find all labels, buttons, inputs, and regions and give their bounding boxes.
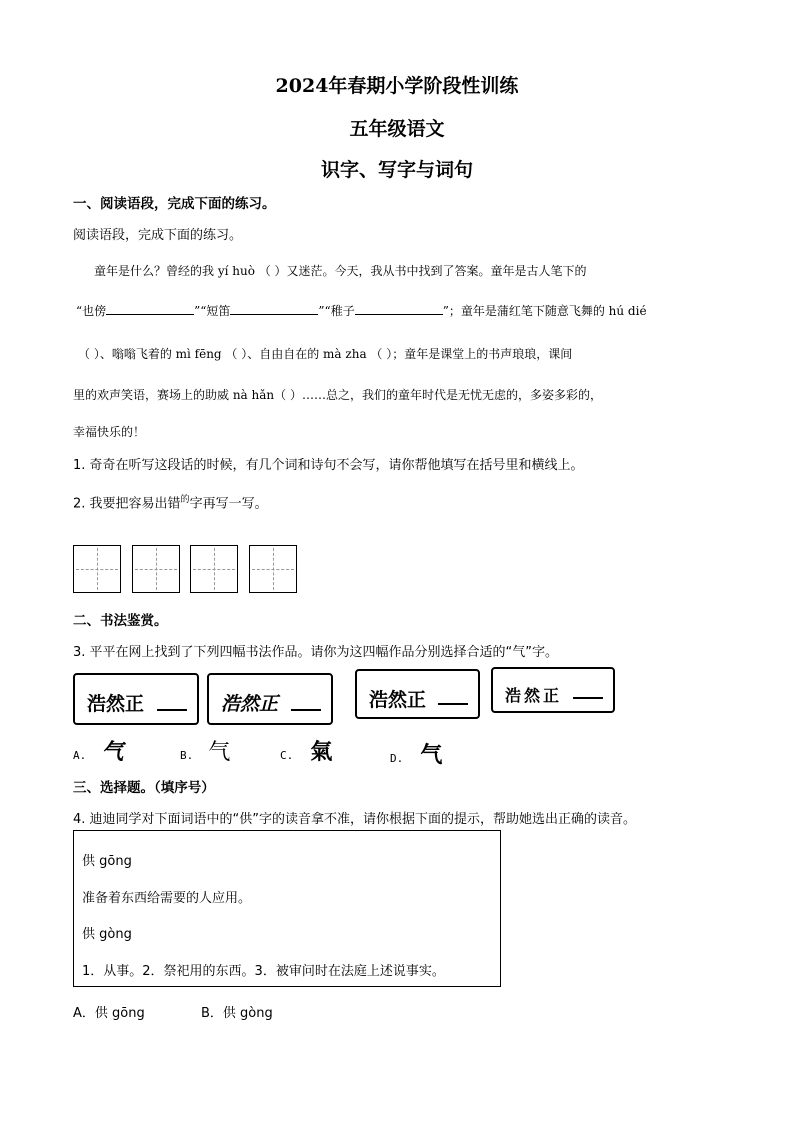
section-title: 识字、写字与词句 — [320, 159, 473, 181]
reading-gong4: 供 gòng — [82, 927, 132, 942]
q2-tail: 字再写一写。 — [189, 496, 268, 512]
question-3: 3. 平平在网上找到了下列四幅书法作品。请你为这四幅作品分别选择合适的“气”字。 — [73, 645, 559, 660]
passage-line-5: 幸福快乐的！ — [73, 425, 146, 439]
writing-grid-box[interactable] — [190, 545, 238, 593]
question-1: 1. 奇奇在听写这段话的时候，有几个词和诗句不会写，请你帮他填写在括号里和横线上。 — [73, 458, 584, 473]
passage-line-1: 童年是什么？曾经的我 yí huò （ ）又迷茫。今天，我从书中找到了答案。童年是古人笔下的 — [94, 264, 587, 278]
calligraphy-text: 浩然正 — [87, 693, 145, 715]
choice-option-b[interactable]: B．供 gòng — [201, 1006, 273, 1021]
option-label: B. — [180, 749, 194, 762]
choice-option-a[interactable]: A．供 gōng — [73, 1006, 145, 1021]
calligraphy-blank — [291, 709, 321, 711]
calligraphy-blank — [438, 703, 468, 705]
meaning-gong1: 准备着东西给需要的人应用。 — [82, 891, 252, 906]
page-title: 2024年春期小学阶段性训练 — [275, 75, 519, 97]
calligraphy-blank — [157, 709, 187, 711]
calligraphy-option-a[interactable] — [73, 735, 123, 766]
question-2 — [73, 492, 268, 511]
q2-sup: 的 — [180, 495, 190, 505]
part2-heading: 二、书法鉴赏。 — [73, 613, 168, 629]
qi-glyph-d: 气 — [420, 742, 443, 768]
calligraphy-text: 浩然正 — [505, 686, 563, 705]
pronunciation-box — [73, 830, 501, 987]
calligraphy-option-d[interactable] — [390, 738, 442, 769]
qi-glyph-c: 氣 — [310, 739, 333, 765]
reading-gong1: 供 gōng — [82, 854, 132, 869]
question-4: 4. 迪迪同学对下面词语中的“供”字的读音拿不准，请你根据下面的提示，帮助她选出正确的读音。 — [73, 812, 637, 827]
passage-text: ”“短笛 — [194, 304, 231, 318]
qi-glyph-a: 气 — [101, 739, 124, 765]
part1-heading: 一、阅读语段，完成下面的练习。 — [73, 196, 276, 212]
calligraphy-work-2 — [207, 673, 333, 725]
passage-line-4: 里的欢声笑语，赛场上的助威 nà hǎn（ ）……总之，我们的童年时代是无忧无虑的，多姿多彩的， — [73, 388, 602, 402]
blank-line[interactable] — [355, 302, 443, 315]
q2-text: 2. 我要把容易出错 — [73, 496, 181, 512]
option-label: D. — [390, 752, 404, 765]
calligraphy-text: 浩然正 — [221, 693, 279, 715]
calligraphy-blank — [573, 697, 603, 699]
calligraphy-work-1 — [73, 673, 199, 725]
passage-text: ”；童年是蒲红笔下随意飞舞的 hú dié — [442, 304, 647, 318]
calligraphy-option-c[interactable] — [280, 735, 332, 766]
calligraphy-option-b[interactable] — [180, 735, 230, 766]
passage-line-3: （ ）、嗡嗡飞着的 mì fēng （ ）、自由自在的 mà zha （ ）；童年是课堂上的书声琅琅，课间 — [78, 347, 573, 361]
part1-intro: 阅读语段，完成下面的练习。 — [73, 228, 243, 243]
passage-text: “也傍 — [76, 304, 107, 318]
writing-grid-box[interactable] — [73, 545, 121, 593]
blank-line[interactable] — [106, 302, 194, 315]
calligraphy-text: 浩然正 — [369, 689, 427, 711]
option-label: A. — [73, 749, 87, 762]
qi-glyph-b: 气 — [208, 740, 231, 765]
calligraphy-work-3 — [355, 669, 480, 719]
writing-grid-box[interactable] — [132, 545, 180, 593]
option-label: C. — [280, 749, 294, 762]
passage-text: ”“稚子 — [318, 304, 355, 318]
part3-heading: 三、选择题。（填序号） — [73, 780, 215, 796]
blank-line[interactable] — [230, 302, 318, 315]
passage-line-2 — [76, 302, 647, 319]
meaning-gong4: 1．从事。2．祭祀用的东西。3．被审问时在法庭上述说事实。 — [82, 964, 445, 979]
calligraphy-work-4 — [491, 667, 615, 713]
writing-grid-box[interactable] — [249, 545, 297, 593]
page-subtitle: 五年级语文 — [349, 118, 445, 140]
